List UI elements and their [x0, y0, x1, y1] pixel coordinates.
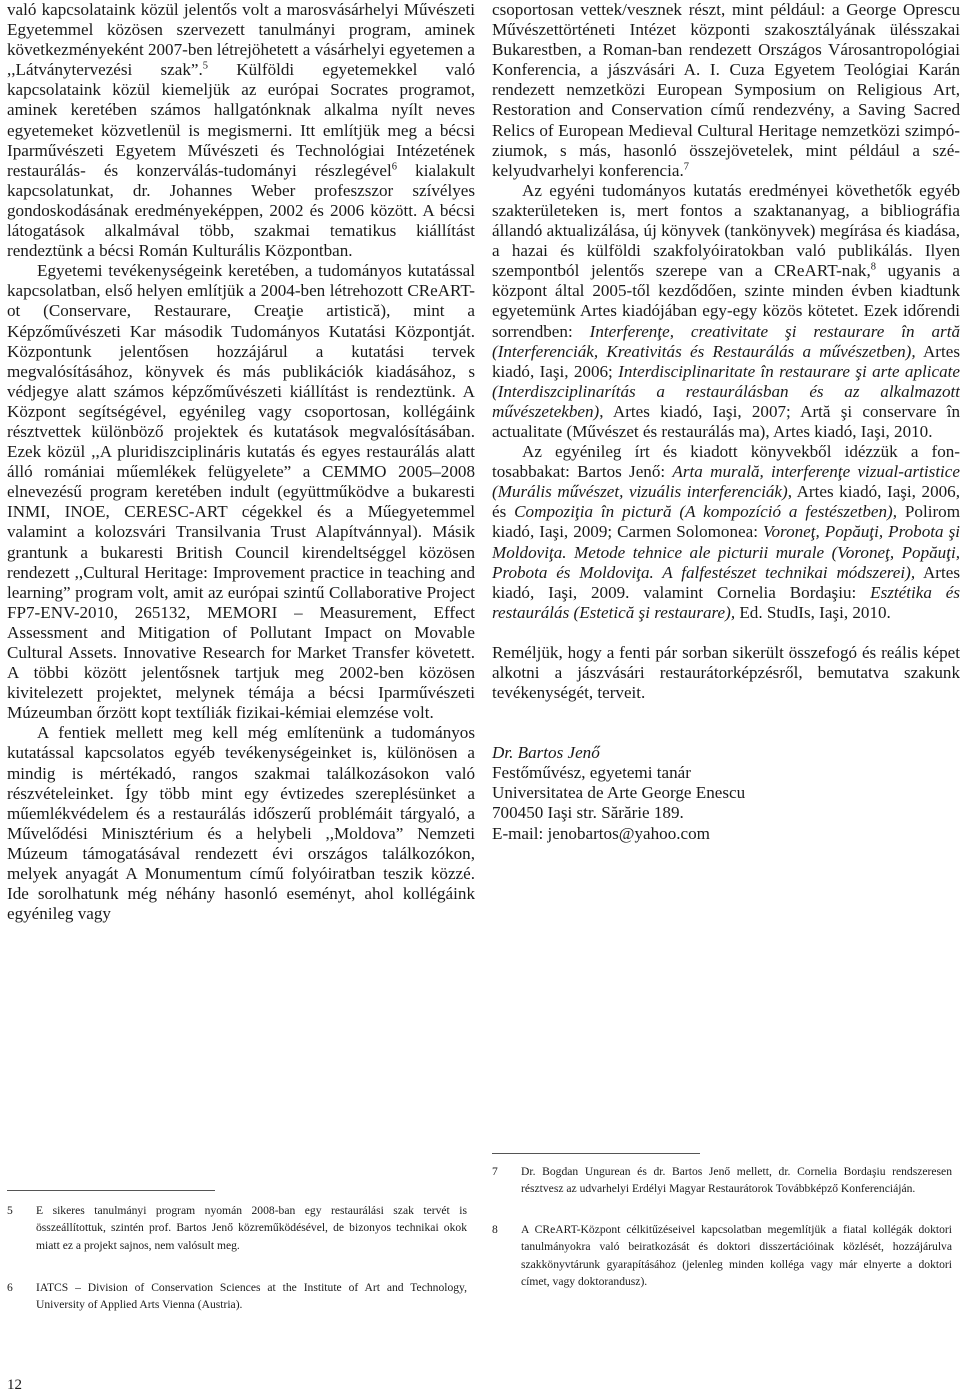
spacer — [492, 623, 960, 643]
spacer — [492, 723, 960, 743]
author-address: 700450 Iaşi str. Sărărie 189. — [492, 803, 684, 823]
text-run: , Artes kiadó, Iaşi, 2006, és — [492, 482, 960, 522]
right-text-column — [492, 0, 960, 844]
footnote-text: Dr. Bogdan Ungurean és dr. Bartos Jenő mellett, dr. Cornelia Bordaşiu rendszeresen résztvesz az udvarhelyi Erdélyi Magyar Restaurátorok Továbbképző Konferenciáján. — [521, 1165, 952, 1196]
footnote-ref-7[interactable]: 7 — [683, 161, 689, 173]
footnote-number: 8 — [492, 1223, 498, 1236]
footnote-text: IATCS – Division of Conservation Sciences at the Institute of Art and Technology, University of Applied Arts Vienna (Austria). — [36, 1281, 467, 1312]
book-title: Arta murală, interferenţe vizual-artistice (Murális művészet, vizuális interferenciák) — [492, 462, 960, 502]
footnote-ref-5[interactable]: 5 — [202, 60, 209, 72]
footnote-divider — [7, 1190, 215, 1191]
footnote-8 — [492, 1221, 952, 1290]
page-number: 12 — [7, 1377, 22, 1393]
text-run: Az egyénileg írt és kiadott könyvekből idézzük a fontosabbakat: Bartos Jenő: — [492, 442, 960, 482]
paragraph-continued — [7, 0, 475, 261]
footnote-number: 7 — [492, 1165, 498, 1178]
paragraph-continued — [492, 0, 960, 181]
book-title: Compoziţia în pictură (A kompozíció a festészetben), — [514, 502, 897, 522]
footnote-text: E sikeres tanulmányi program nyomán 2008-ban egy restaurálási szak tervét is összeállítottuk, szintén prof. Bartos Jenő közreműködésével, de bizonyos technikai okok miatt ez a projekt sajnos, nem valósult meg. — [36, 1204, 467, 1252]
paragraph-books — [492, 442, 960, 623]
text-run: Polirom kiadó, Iaşi, 2009; Carmen Solomonea: — [492, 502, 960, 542]
footnote-ref-8[interactable]: 8 — [870, 261, 876, 273]
footnote-divider — [492, 1153, 700, 1154]
text-run: , Artes kiadó, Iaşi, 2007; Artă şi conservare în actualitate (Művészet és restaurálás ma), Artes kiadó, Iaşi, 2010. — [492, 401, 960, 441]
book-title: Esztétika és restaurálás (Estetică şi restaurare), — [492, 582, 960, 622]
paragraph-publications — [492, 181, 960, 442]
text-run: Az egyéni tudományos kutatás eredményei követhetők egyéb szakterületeken is, mert fontos a szaktananyag, a bibliográfia állandó aktualizálása, új könyvek (tankönyvek) megírása és kiadása, a hazai és külföldi szakfolyóiratokban való publikálás. Ilyen szempontból jelentős szerepe van a CReART-nak, — [492, 180, 960, 281]
footnote-7 — [492, 1163, 952, 1198]
text-run: Ed. StudIs, Iaşi, 2010. — [735, 602, 891, 622]
text-run: Külföldi egyetemekkel való kapcsolataink közül kiemeljük az európai Socrates programot, aminek keretében számos hallgatónknak alkalma nyílt neves egyetemeket közvetlenül is megismerni. Itt említjük meg a bécsi Iparművészeti Egyetem Művészeti és Technológiai Intézetének restaurálás- és konzerválás-tudományi részlegével — [7, 60, 475, 180]
paragraph-research: Egyetemi tevékenységeink keretében, a tudományos kutatással kapcsolatban, első helyen említjük a 2004-ben létrehozott CReART-ot (Conservare, Restaurare, Creaţie artistică), mint a Képzőművészeti Kar második Tudományos Kutatási Központját. Központunk jelentősen hozzájárul a kutatási tervek megvalósításához, könyvek és más publikációk kiadásához, s védjegye alatt számos képzőművészeti kiállítást is rendeztünk. A Központ segítségével, egyénileg vagy csoportosan, kollégáink résztvettek különböző projektek és kutatások megvalósításában. Ezek közül ,,A pluridiszciplináris kutatás és egyes restaurálás alatt álló romániai műemlékek felügyelete” a CEMMO 2005–2008 elnevezésű program keretében indult (együttműködve a bukaresti INMI, INOE, CERESC-ART cégekkel és a Műegyetemmel valamint a kolozsvári Transilvania Trust Alapítvánnyal). Másik grantunk a bukaresti British Council kirendeltséggel közösen rendezett ,,Cultural Heritage: Improvement practice in teaching and learning” program volt, amit az európai szintű Collaborative Project FP7-ENV-2010, 265132, MEMORI – Measurement, Effect Assessment and Mitigation of Pollutant Impact on Movable Cultural Assets. Innovative Research for Market Transfer követett. A többi között jelentősnek tartjuk meg 2002-ben közösen kivitelezett projektet, melynek témája a bécsi Iparművészeti Múzeumban őrzött kopt textíliák fizikai-kémiai elemzése volt. — [7, 261, 475, 723]
author-email[interactable]: E-mail: jenobartos@yahoo.com — [492, 823, 710, 843]
closing-paragraph: Reméljük, hogy a fenti pár sorban sikerült összefogó és reális képet alkotni a jászvásári restaurátorképzésről, bemutatva szakunk tevékenységét, terveit. — [492, 642, 960, 703]
text-run: csoportosan vettek/vesznek részt, mint például: a George Oprescu Művészettörténeti Intézet központi szakosztályának ülésszakai Bukarestben, a Roman-ban rendezett Országos Városantropológiai Konferencia, a jászvásári A. I. Cuza Egyetem Teológiai Karán rendezett nemzetközi European Symposium on Religious Art, Restoration and Conservation című rendezvény, a Saving Sacred Relics of European Medieval Cultural Heritage nemzetközi szimpóziumok, s más, hasonló összejövetelek, mint például a székelyudvarhelyi konferencia. — [492, 0, 960, 180]
left-text-column — [7, 0, 475, 924]
footnote-ref-6[interactable]: 6 — [391, 161, 398, 173]
book-title: Voroneţ, Popăuţi, Probota şi Moldoviţa. Metode tehnice ale picturii murale (Voroneţ, Popăuţi, Probota és Moldoviţa. A falfestészet technikai módszerei), — [492, 522, 960, 582]
author-signature — [492, 743, 960, 843]
spacer — [492, 703, 960, 723]
footnote-5 — [7, 1202, 467, 1254]
footnote-number: 6 — [7, 1281, 13, 1294]
footnote-number: 5 — [7, 1204, 13, 1217]
author-institution: Universitatea de Arte George Enescu — [492, 783, 746, 803]
text-run: való kapcsolataink közül jelentős volt a marosvásárhelyi Művészeti Egyetemmel közösen szervezett tanulmányi program, aminek következményeként 2007-ben létrejöhetett a vásárhelyi egyetemen a ,,Látványtervezési szak”. — [7, 0, 475, 80]
author-title: Festőművész, egyetemi tanár — [492, 763, 691, 783]
text-run: Artes kiadó, Iaşi, 2009. valamint Cornelia Bordaşiu: — [492, 562, 960, 602]
paragraph-meetings: A fentiek mellett meg kell még említenünk a tudományos kutatással kapcsolatos egyéb tevékenységeinket is, különösen a mindig is mértékadó, rangos szakmai találkozásokon való részvételeinket. Így több mint egy évtizedes szereplésünket a műemlékvédelem és a restaurálás időszerű problémáit tárgyaló, a Művelődési Minisztérium és a helybeli ,,Moldova” Nemzeti Múzeum támogatásával rendezett évi országos találkozókon, melyek anyagát A Monumentum című folyóiratban teszik közzé. Ide sorolhatunk még néhány hasonló eseményt, ahol kollégáink egyénileg vagy — [7, 723, 475, 924]
author-name: Dr. Bartos Jenő — [492, 743, 600, 763]
book-title: Interferenţe, creativitate şi restaurare în artă (Interferenciák, Kreativitás és Restaurálás a művészetben), — [492, 321, 960, 361]
footnote-text: A CReART-Központ célkitűzéseivel kapcsolatban megemlítjük a fiatal kollégák doktori tanulmányokra való beiratkozását és doktori disszertációinak közlését, hozzájárulva szakkönyvtárunk gyarapításához (jelenleg minden kolléga vagy már elnyerte a doktori címet, vagy doktorandusz). — [521, 1223, 952, 1288]
text-run: Artes kiadó, Iaşi, 2006; — [492, 341, 960, 381]
footnote-6 — [7, 1279, 467, 1314]
text-run: kialakult kapcsolatunkat, dr. Johannes Weber profeszszor szívélyes gondoskodásának eredményeképpen, 2002 és 2006 között. A bécsi látogatások alkalmával több, szakmai tematikus kiállítást rendeztünk a bécsi Román Kulturális Központban. — [7, 160, 475, 261]
book-title: Interdisciplinaritate în restaurare şi arte aplicate (Interdiszciplinarítás a restaurálásban és az alkalmazott művészetekben) — [492, 361, 960, 421]
text-run: ugyanis a központ által 2005-től kezdődően, szinte minden évben kiadtunk egyetemünk Artes kiadójában egy-egy közös kötetet. Ezek időrendi sorrendben: — [492, 261, 960, 341]
